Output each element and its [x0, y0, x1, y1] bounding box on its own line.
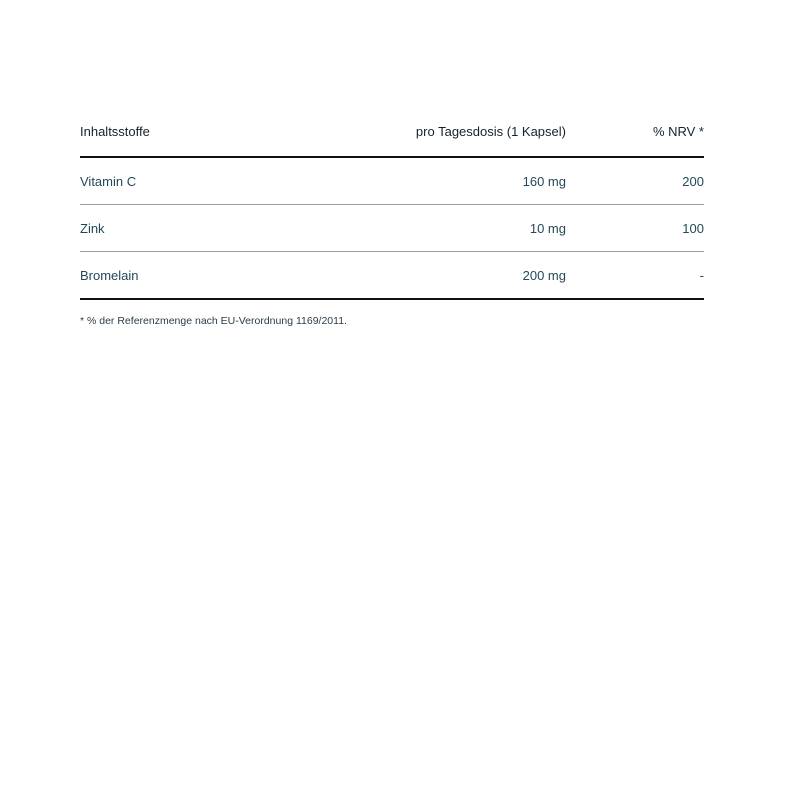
header-nrv: % NRV *	[566, 106, 704, 157]
header-ingredients: Inhaltsstoffe	[80, 106, 330, 157]
ingredient-name: Zink	[80, 205, 330, 252]
table-row	[80, 157, 704, 205]
ingredient-dose: 200 mg	[330, 252, 566, 300]
ingredient-dose: 10 mg	[330, 205, 566, 252]
footnote: * % der Referenzmenge nach EU-Verordnung 1169/2011.	[80, 315, 347, 327]
ingredient-nrv: -	[566, 252, 704, 300]
table-body	[80, 157, 704, 299]
nutrition-facts	[80, 106, 704, 327]
table-header	[80, 106, 704, 157]
ingredient-name: Bromelain	[80, 252, 330, 300]
ingredient-nrv: 200	[566, 157, 704, 205]
ingredient-nrv: 100	[566, 205, 704, 252]
nutrition-table	[80, 106, 704, 300]
header-row	[80, 106, 704, 157]
table-row	[80, 252, 704, 300]
header-daily-dose: pro Tagesdosis (1 Kapsel)	[330, 106, 566, 157]
table-row	[80, 205, 704, 252]
ingredient-name: Vitamin C	[80, 157, 330, 205]
ingredient-dose: 160 mg	[330, 157, 566, 205]
